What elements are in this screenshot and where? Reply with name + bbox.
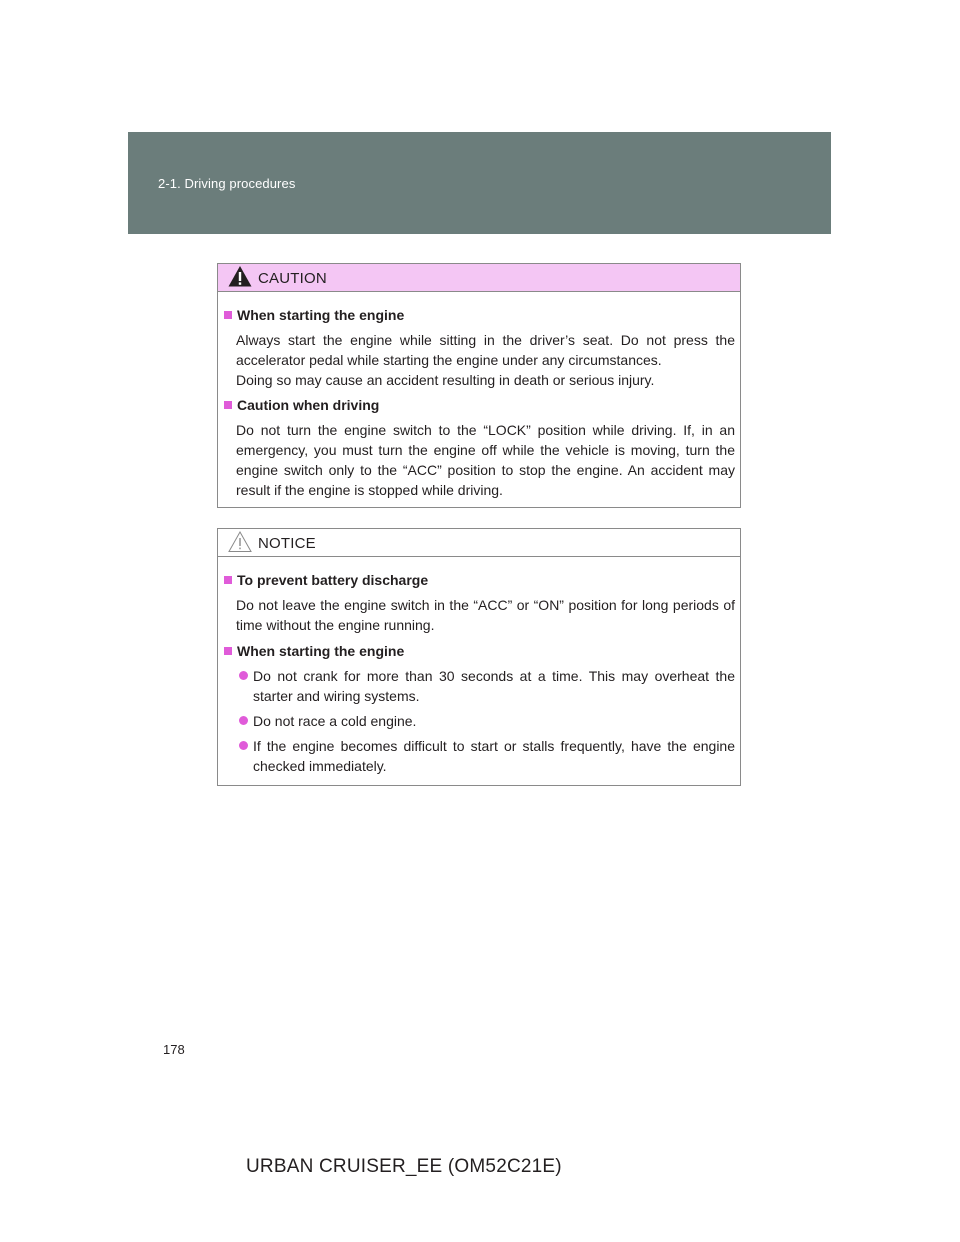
square-bullet-icon (224, 576, 232, 584)
square-bullet-icon (224, 647, 232, 655)
round-bullet-icon (239, 716, 248, 725)
notice-box (217, 528, 741, 786)
caution-box (217, 263, 741, 508)
notice-label: NOTICE (258, 535, 316, 552)
notice-body (218, 557, 740, 776)
caution-body (218, 292, 740, 500)
notice-bullet-item (223, 666, 735, 706)
caution-paragraph: Doing so may cause an accident resulting in death or serious injury. (236, 372, 655, 388)
caution-heading-text: Caution when driving (237, 397, 380, 413)
notice-bullet-item (223, 711, 735, 731)
caution-paragraph: Do not turn the engine switch to the “LOCK” position while driving. If, in an emergency, you must turn the engine off while the vehicle is moving, turn the engine switch only to the “ACC” position to stop the engine. An accident may result if the engine is stopped while driving. (236, 422, 735, 498)
notice-item-heading (223, 570, 735, 590)
notice-bullet-text: Do not race a cold engine. (253, 713, 417, 729)
warning-triangle-filled-icon (227, 264, 253, 288)
notice-heading-text: To prevent battery discharge (237, 572, 429, 588)
section-title: 2-1. Driving procedures (158, 176, 296, 191)
notice-bullet-item (223, 736, 735, 776)
notice-item-heading (223, 641, 735, 661)
footer-model-code: URBAN CRUISER_EE (OM52C21E) (246, 1156, 562, 1177)
caution-item-heading (223, 305, 735, 325)
notice-bullet-text: Do not crank for more than 30 seconds at a time. This may overheat the starter and wiring systems. (253, 668, 735, 704)
caution-label: CAUTION (258, 270, 327, 287)
square-bullet-icon (224, 311, 232, 319)
caution-paragraph: Always start the engine while sitting in the driver’s seat. Do not press the accelerator pedal while starting the engine under any circumstances. (236, 332, 735, 368)
square-bullet-icon (224, 401, 232, 409)
caution-item-heading (223, 395, 735, 415)
warning-triangle-outline-icon (227, 529, 253, 553)
notice-heading-text: When starting the engine (237, 643, 405, 659)
page-number: 178 (163, 1042, 185, 1057)
caution-header (218, 264, 740, 292)
round-bullet-icon (239, 741, 248, 750)
caution-heading-text: When starting the engine (237, 307, 405, 323)
notice-header (218, 529, 740, 557)
round-bullet-icon (239, 671, 248, 680)
notice-paragraph: Do not leave the engine switch in the “ACC” or “ON” position for long periods of time without the engine running. (236, 597, 735, 633)
notice-bullet-text: If the engine becomes difficult to start or stalls frequently, have the engine checked immediately. (253, 738, 735, 774)
